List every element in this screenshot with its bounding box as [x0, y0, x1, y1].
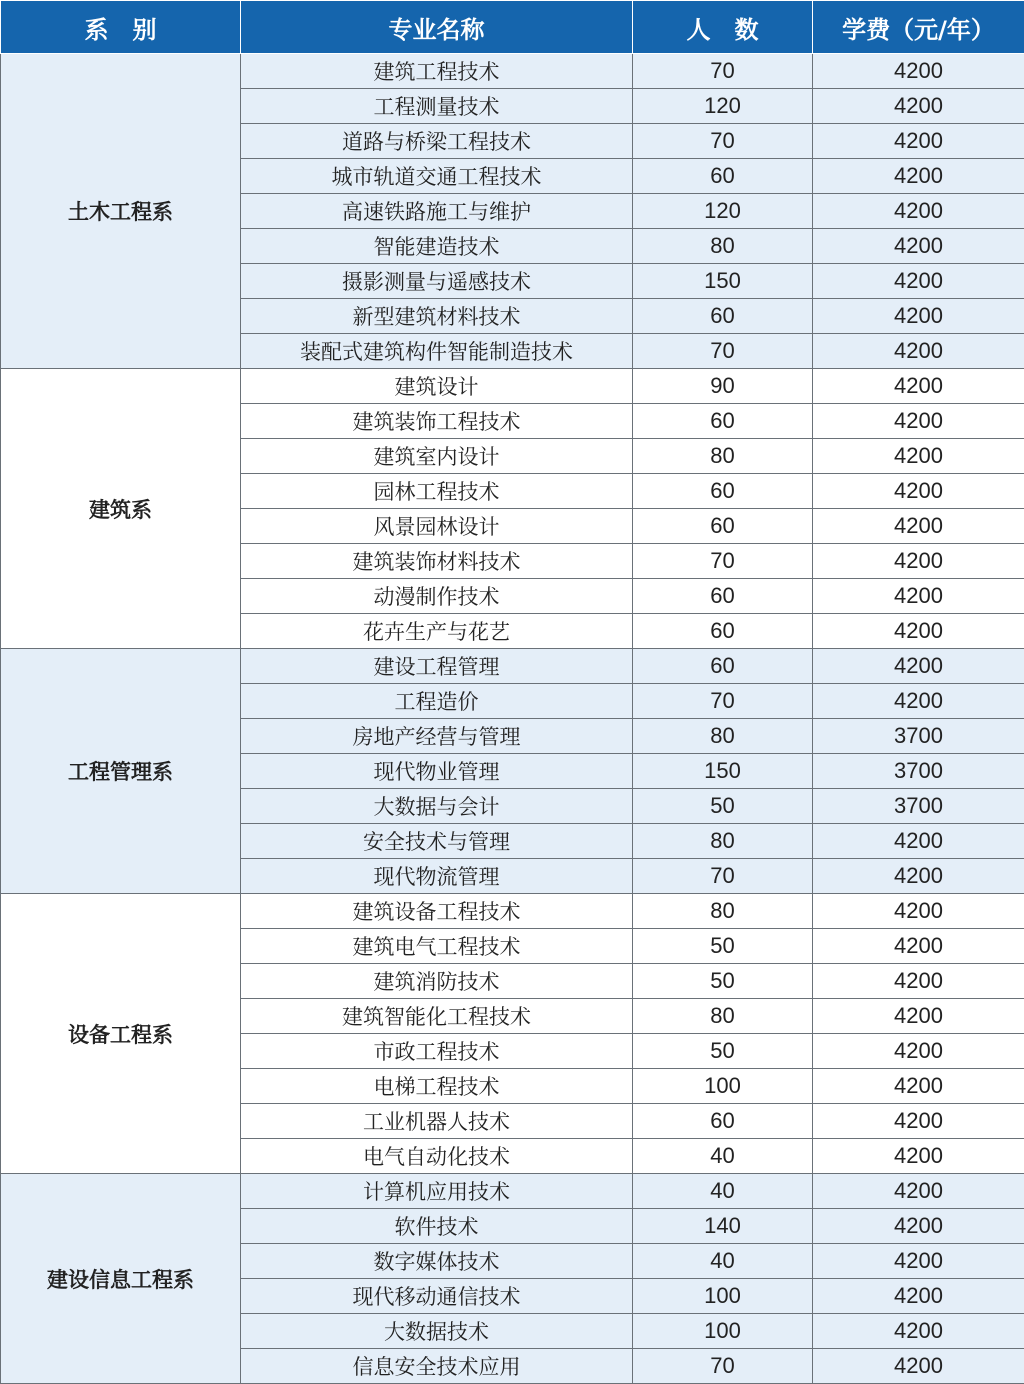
- headcount-cell: 70: [633, 544, 813, 579]
- tuition-cell: 4200: [813, 579, 1024, 614]
- major-name-cell: 园林工程技术: [241, 474, 633, 509]
- major-name-cell: 摄影测量与遥感技术: [241, 264, 633, 299]
- headcount-cell: 60: [633, 614, 813, 649]
- tuition-cell: 4200: [813, 544, 1024, 579]
- tuition-cell: 4200: [813, 649, 1024, 684]
- major-name-cell: 花卉生产与花艺: [241, 614, 633, 649]
- major-name-cell: 电梯工程技术: [241, 1069, 633, 1104]
- headcount-cell: 70: [633, 334, 813, 369]
- major-name-cell: 安全技术与管理: [241, 824, 633, 859]
- major-name-cell: 数字媒体技术: [241, 1244, 633, 1279]
- headcount-cell: 70: [633, 859, 813, 894]
- major-name-cell: 建筑电气工程技术: [241, 929, 633, 964]
- tuition-cell: 4200: [813, 614, 1024, 649]
- header-headcount: 人 数: [633, 1, 813, 54]
- headcount-cell: 40: [633, 1244, 813, 1279]
- tuition-cell: 4200: [813, 474, 1024, 509]
- headcount-cell: 100: [633, 1279, 813, 1314]
- major-name-cell: 建筑智能化工程技术: [241, 999, 633, 1034]
- tuition-cell: 4200: [813, 369, 1024, 404]
- table-row: [1, 369, 1024, 404]
- header-row: [1, 1, 1024, 54]
- headcount-cell: 150: [633, 264, 813, 299]
- major-name-cell: 新型建筑材料技术: [241, 299, 633, 334]
- tuition-cell: 4200: [813, 964, 1024, 999]
- headcount-cell: 60: [633, 404, 813, 439]
- tuition-cell: 4200: [813, 264, 1024, 299]
- headcount-cell: 40: [633, 1174, 813, 1209]
- headcount-cell: 140: [633, 1209, 813, 1244]
- major-name-cell: 工业机器人技术: [241, 1104, 633, 1139]
- header-major-name: 专业名称: [241, 1, 633, 54]
- major-name-cell: 现代物业管理: [241, 754, 633, 789]
- tuition-cell: 4200: [813, 194, 1024, 229]
- headcount-cell: 70: [633, 54, 813, 89]
- tuition-cell: 4200: [813, 1244, 1024, 1279]
- table-row: [1, 54, 1024, 89]
- major-name-cell: 电气自动化技术: [241, 1139, 633, 1174]
- tuition-cell: 4200: [813, 1314, 1024, 1349]
- major-name-cell: 大数据与会计: [241, 789, 633, 824]
- tuition-cell: 4200: [813, 1174, 1024, 1209]
- major-name-cell: 道路与桥梁工程技术: [241, 124, 633, 159]
- headcount-cell: 120: [633, 194, 813, 229]
- headcount-cell: 80: [633, 894, 813, 929]
- tuition-cell: 3700: [813, 719, 1024, 754]
- major-name-cell: 建筑装饰工程技术: [241, 404, 633, 439]
- headcount-cell: 60: [633, 579, 813, 614]
- headcount-cell: 100: [633, 1069, 813, 1104]
- major-name-cell: 建设工程管理: [241, 649, 633, 684]
- headcount-cell: 100: [633, 1314, 813, 1349]
- major-name-cell: 建筑消防技术: [241, 964, 633, 999]
- major-name-cell: 建筑室内设计: [241, 439, 633, 474]
- table-header: [1, 1, 1024, 54]
- headcount-cell: 40: [633, 1139, 813, 1174]
- tuition-cell: 4200: [813, 1034, 1024, 1069]
- table-row: [1, 649, 1024, 684]
- tuition-cell: 4200: [813, 509, 1024, 544]
- table-body: [1, 54, 1024, 1384]
- department-name: 建设信息工程系: [1, 1174, 241, 1384]
- major-name-cell: 市政工程技术: [241, 1034, 633, 1069]
- headcount-cell: 80: [633, 439, 813, 474]
- tuition-cell: 3700: [813, 754, 1024, 789]
- headcount-cell: 80: [633, 824, 813, 859]
- tuition-cell: 4200: [813, 1139, 1024, 1174]
- headcount-cell: 50: [633, 789, 813, 824]
- headcount-cell: 70: [633, 684, 813, 719]
- major-name-cell: 建筑工程技术: [241, 54, 633, 89]
- tuition-cell: 4200: [813, 1279, 1024, 1314]
- headcount-cell: 80: [633, 999, 813, 1034]
- headcount-cell: 150: [633, 754, 813, 789]
- tuition-cell: 4200: [813, 229, 1024, 264]
- tuition-cell: 4200: [813, 1069, 1024, 1104]
- headcount-cell: 60: [633, 509, 813, 544]
- tuition-cell: 4200: [813, 54, 1024, 89]
- department-name: 土木工程系: [1, 54, 241, 369]
- headcount-cell: 60: [633, 649, 813, 684]
- headcount-cell: 60: [633, 1104, 813, 1139]
- tuition-cell: 4200: [813, 404, 1024, 439]
- tuition-cell: 4200: [813, 299, 1024, 334]
- major-name-cell: 动漫制作技术: [241, 579, 633, 614]
- major-name-cell: 智能建造技术: [241, 229, 633, 264]
- major-name-cell: 工程造价: [241, 684, 633, 719]
- tuition-cell: 4200: [813, 929, 1024, 964]
- major-name-cell: 现代移动通信技术: [241, 1279, 633, 1314]
- major-name-cell: 城市轨道交通工程技术: [241, 159, 633, 194]
- tuition-cell: 4200: [813, 1104, 1024, 1139]
- tuition-cell: 4200: [813, 159, 1024, 194]
- major-name-cell: 建筑装饰材料技术: [241, 544, 633, 579]
- tuition-cell: 4200: [813, 1209, 1024, 1244]
- major-name-cell: 装配式建筑构件智能制造技术: [241, 334, 633, 369]
- major-name-cell: 工程测量技术: [241, 89, 633, 124]
- headcount-cell: 80: [633, 229, 813, 264]
- tuition-cell: 4200: [813, 824, 1024, 859]
- major-name-cell: 大数据技术: [241, 1314, 633, 1349]
- headcount-cell: 90: [633, 369, 813, 404]
- tuition-cell: 4200: [813, 859, 1024, 894]
- tuition-cell: 4200: [813, 89, 1024, 124]
- table-row: [1, 1174, 1024, 1209]
- department-name: 工程管理系: [1, 649, 241, 894]
- tuition-cell: 4200: [813, 999, 1024, 1034]
- headcount-cell: 60: [633, 159, 813, 194]
- major-name-cell: 建筑设计: [241, 369, 633, 404]
- headcount-cell: 60: [633, 299, 813, 334]
- headcount-cell: 80: [633, 719, 813, 754]
- department-name: 设备工程系: [1, 894, 241, 1174]
- headcount-cell: 120: [633, 89, 813, 124]
- major-name-cell: 计算机应用技术: [241, 1174, 633, 1209]
- tuition-cell: 4200: [813, 439, 1024, 474]
- department-name: 建筑系: [1, 369, 241, 649]
- major-name-cell: 风景园林设计: [241, 509, 633, 544]
- major-name-cell: 建筑设备工程技术: [241, 894, 633, 929]
- header-tuition: 学费（元/年）: [813, 1, 1024, 54]
- header-department: 系 别: [1, 1, 241, 54]
- headcount-cell: 70: [633, 1349, 813, 1384]
- tuition-cell: 4200: [813, 1349, 1024, 1384]
- major-name-cell: 软件技术: [241, 1209, 633, 1244]
- headcount-cell: 50: [633, 1034, 813, 1069]
- table-row: [1, 894, 1024, 929]
- tuition-cell: 4200: [813, 894, 1024, 929]
- tuition-cell: 4200: [813, 334, 1024, 369]
- tuition-cell: 4200: [813, 124, 1024, 159]
- headcount-cell: 70: [633, 124, 813, 159]
- headcount-cell: 60: [633, 474, 813, 509]
- tuition-cell: 4200: [813, 684, 1024, 719]
- major-name-cell: 房地产经营与管理: [241, 719, 633, 754]
- headcount-cell: 50: [633, 929, 813, 964]
- major-name-cell: 现代物流管理: [241, 859, 633, 894]
- headcount-cell: 50: [633, 964, 813, 999]
- tuition-cell: 3700: [813, 789, 1024, 824]
- major-name-cell: 高速铁路施工与维护: [241, 194, 633, 229]
- major-name-cell: 信息安全技术应用: [241, 1349, 633, 1384]
